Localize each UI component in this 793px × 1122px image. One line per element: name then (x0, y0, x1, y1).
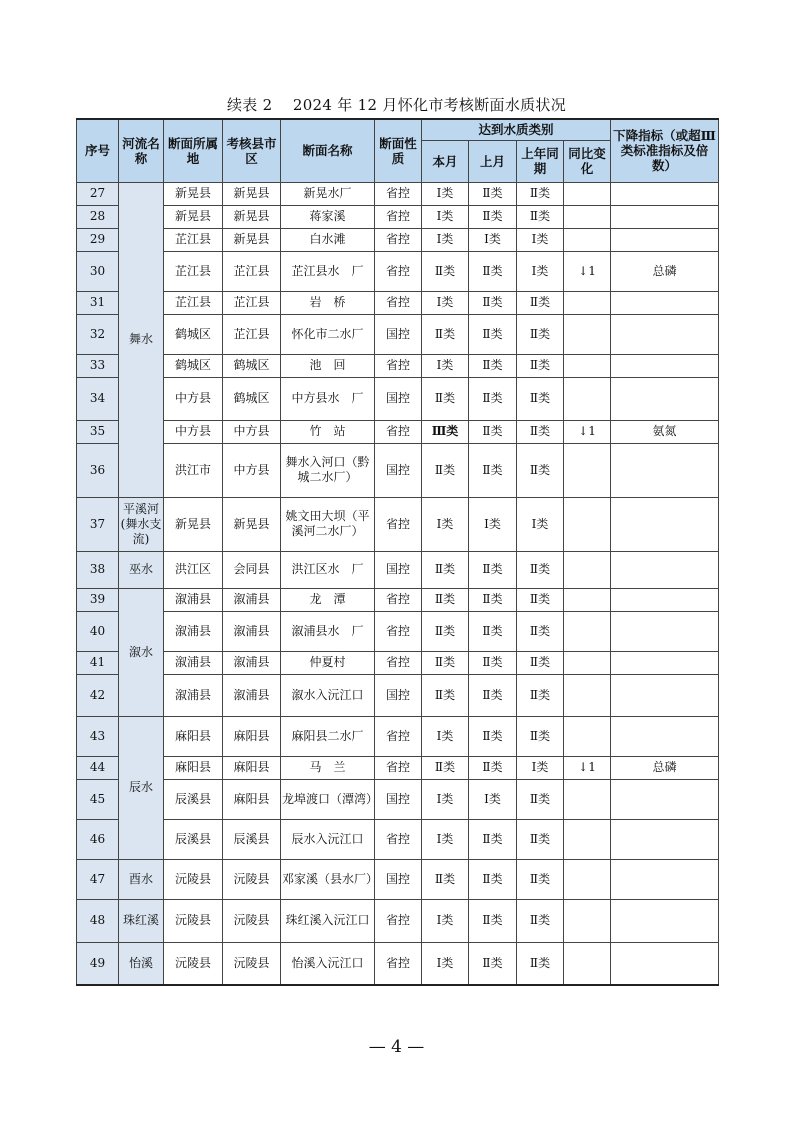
cell-last-month: Ⅱ类 (469, 611, 517, 651)
table-body (77, 182, 719, 985)
cell-seq: 36 (77, 443, 119, 497)
cell-seq: 46 (77, 819, 119, 859)
cell-nature: 国控 (375, 674, 422, 716)
cell-this-month: Ⅰ类 (422, 899, 469, 942)
cell-decline (611, 611, 719, 651)
cell-decline (611, 716, 719, 756)
cell-last-month: Ⅱ类 (469, 756, 517, 779)
cell-seq: 30 (77, 251, 119, 291)
cell-section-name: 马 兰 (281, 756, 375, 779)
cell-county: 溆浦县 (223, 651, 281, 674)
cell-attr: 沅陵县 (164, 942, 223, 985)
cell-county: 中方县 (223, 443, 281, 497)
header-attr: 断面所属地 (164, 119, 223, 182)
cell-attr: 麻阳县 (164, 716, 223, 756)
cell-attr: 沅陵县 (164, 859, 223, 899)
cell-last-year: Ⅱ类 (517, 651, 564, 674)
header-last-month: 上月 (469, 140, 517, 182)
table-row (77, 611, 719, 651)
header-yoy: 同比变化 (564, 140, 611, 182)
cell-section-name: 怡溪入沅江口 (281, 942, 375, 985)
cell-yoy (564, 674, 611, 716)
cell-decline (611, 497, 719, 551)
cell-attr: 新晃县 (164, 205, 223, 228)
cell-seq: 27 (77, 182, 119, 205)
cell-this-month: Ⅰ类 (422, 182, 469, 205)
cell-seq: 40 (77, 611, 119, 651)
cell-seq: 42 (77, 674, 119, 716)
cell-nature: 省控 (375, 611, 422, 651)
cell-decline (611, 819, 719, 859)
cell-attr: 沅陵县 (164, 899, 223, 942)
cell-attr: 辰溪县 (164, 819, 223, 859)
table-row (77, 716, 719, 756)
cell-attr: 鹤城区 (164, 314, 223, 354)
cell-section-name: 龙 潭 (281, 588, 375, 611)
header-seq: 序号 (77, 119, 119, 182)
cell-attr: 芷江县 (164, 291, 223, 314)
cell-river: 溆水 (119, 588, 164, 716)
cell-last-year: Ⅱ类 (517, 420, 564, 443)
cell-this-month: Ⅰ类 (422, 291, 469, 314)
cell-section-name: 中方县水 厂 (281, 377, 375, 420)
cell-attr: 芷江县 (164, 251, 223, 291)
cell-last-year: Ⅱ类 (517, 588, 564, 611)
page-number: — 4 — (368, 1037, 425, 1057)
cell-last-year: Ⅱ类 (517, 354, 564, 377)
cell-county: 芷江县 (223, 251, 281, 291)
cell-last-month: Ⅱ类 (469, 205, 517, 228)
cell-county: 溆浦县 (223, 674, 281, 716)
cell-nature: 国控 (375, 314, 422, 354)
cell-county: 新晃县 (223, 228, 281, 251)
cell-last-year: Ⅱ类 (517, 443, 564, 497)
cell-county: 新晃县 (223, 182, 281, 205)
header-section-name: 断面名称 (281, 119, 375, 182)
cell-last-month: Ⅱ类 (469, 942, 517, 985)
cell-river: 舞水 (119, 182, 164, 497)
table-row (77, 182, 719, 205)
cell-last-year: Ⅱ类 (517, 899, 564, 942)
cell-last-month: Ⅰ类 (469, 228, 517, 251)
cell-yoy (564, 443, 611, 497)
cell-nature: 国控 (375, 779, 422, 819)
header-county: 考核县市区 (223, 119, 281, 182)
cell-decline (611, 377, 719, 420)
cell-section-name: 辰水入沅江口 (281, 819, 375, 859)
cell-last-month: Ⅱ类 (469, 674, 517, 716)
cell-nature: 省控 (375, 182, 422, 205)
cell-attr: 溆浦县 (164, 674, 223, 716)
cell-seq: 35 (77, 420, 119, 443)
table-row (77, 756, 719, 779)
header-quality-group: 达到水质类别 (422, 119, 611, 140)
cell-last-year: Ⅱ类 (517, 551, 564, 588)
cell-county: 芷江县 (223, 291, 281, 314)
cell-attr: 溆浦县 (164, 588, 223, 611)
cell-section-name: 溆浦县水 厂 (281, 611, 375, 651)
cell-decline (611, 443, 719, 497)
header-nature: 断面性质 (375, 119, 422, 182)
cell-last-year: Ⅱ类 (517, 182, 564, 205)
cell-yoy (564, 291, 611, 314)
cell-this-month: Ⅱ类 (422, 314, 469, 354)
cell-section-name: 邓家溪（县水厂） (281, 859, 375, 899)
cell-decline (611, 588, 719, 611)
cell-nature: 省控 (375, 756, 422, 779)
cell-decline (611, 551, 719, 588)
cell-nature: 省控 (375, 251, 422, 291)
cell-section-name: 舞水入河口（黔城二水厂） (281, 443, 375, 497)
cell-last-month: Ⅱ类 (469, 716, 517, 756)
cell-this-month: Ⅰ类 (422, 354, 469, 377)
cell-last-year: Ⅱ类 (517, 674, 564, 716)
table-row (77, 251, 719, 291)
cell-yoy (564, 354, 611, 377)
cell-county: 鹤城区 (223, 354, 281, 377)
cell-this-month: Ⅰ类 (422, 819, 469, 859)
cell-river: 辰水 (119, 716, 164, 859)
cell-yoy (564, 377, 611, 420)
cell-county: 沅陵县 (223, 859, 281, 899)
cell-nature: 省控 (375, 291, 422, 314)
cell-section-name: 岩 桥 (281, 291, 375, 314)
cell-yoy (564, 942, 611, 985)
cell-yoy: ↓1 (564, 251, 611, 291)
cell-last-year: Ⅱ类 (517, 819, 564, 859)
cell-decline (611, 228, 719, 251)
cell-attr: 鹤城区 (164, 354, 223, 377)
cell-nature: 省控 (375, 354, 422, 377)
cell-this-month: Ⅱ类 (422, 859, 469, 899)
cell-nature: 国控 (375, 443, 422, 497)
cell-yoy (564, 716, 611, 756)
cell-nature: 省控 (375, 497, 422, 551)
cell-section-name: 龙埠渡口（潭湾） (281, 779, 375, 819)
cell-nature: 国控 (375, 551, 422, 588)
cell-last-month: Ⅱ类 (469, 819, 517, 859)
cell-last-month: Ⅱ类 (469, 899, 517, 942)
cell-decline (611, 291, 719, 314)
cell-seq: 37 (77, 497, 119, 551)
cell-section-name: 新晃水厂 (281, 182, 375, 205)
cell-yoy (564, 314, 611, 354)
cell-seq: 49 (77, 942, 119, 985)
cell-seq: 32 (77, 314, 119, 354)
cell-yoy (564, 651, 611, 674)
cell-last-month: Ⅱ类 (469, 377, 517, 420)
cell-this-month: Ⅲ类 (422, 420, 469, 443)
cell-last-month: Ⅱ类 (469, 251, 517, 291)
cell-last-month: Ⅱ类 (469, 551, 517, 588)
cell-last-month: Ⅰ类 (469, 497, 517, 551)
cell-county: 辰溪县 (223, 819, 281, 859)
cell-nature: 省控 (375, 899, 422, 942)
cell-this-month: Ⅱ类 (422, 251, 469, 291)
cell-yoy (564, 228, 611, 251)
table-row (77, 899, 719, 942)
cell-last-year: Ⅱ类 (517, 377, 564, 420)
cell-decline (611, 899, 719, 942)
cell-seq: 31 (77, 291, 119, 314)
cell-seq: 44 (77, 756, 119, 779)
cell-last-month: Ⅱ类 (469, 354, 517, 377)
cell-yoy (564, 611, 611, 651)
cell-decline: 氨氮 (611, 420, 719, 443)
cell-decline (611, 314, 719, 354)
cell-last-year: Ⅱ类 (517, 716, 564, 756)
cell-last-year: Ⅰ类 (517, 756, 564, 779)
cell-nature: 省控 (375, 651, 422, 674)
cell-last-year: Ⅰ类 (517, 228, 564, 251)
cell-last-year: Ⅱ类 (517, 205, 564, 228)
cell-county: 麻阳县 (223, 756, 281, 779)
cell-section-name: 姚文田大坝（平溪河二水厂） (281, 497, 375, 551)
cell-this-month: Ⅱ类 (422, 674, 469, 716)
cell-county: 麻阳县 (223, 779, 281, 819)
header-this-month: 本月 (422, 140, 469, 182)
cell-seq: 48 (77, 899, 119, 942)
cell-section-name: 竹 站 (281, 420, 375, 443)
cell-section-name: 池 回 (281, 354, 375, 377)
cell-yoy (564, 182, 611, 205)
table-row (77, 377, 719, 420)
cell-decline (611, 859, 719, 899)
cell-river: 巫水 (119, 551, 164, 588)
cell-seq: 39 (77, 588, 119, 611)
cell-this-month: Ⅱ类 (422, 756, 469, 779)
cell-section-name: 芷江县水 厂 (281, 251, 375, 291)
cell-seq: 28 (77, 205, 119, 228)
cell-section-name: 蒋家溪 (281, 205, 375, 228)
cell-seq: 41 (77, 651, 119, 674)
cell-seq: 45 (77, 779, 119, 819)
cell-yoy (564, 859, 611, 899)
table-title: 续表 2 2024 年 12 月怀化市考核断面水质状况 (226, 96, 567, 114)
cell-decline (611, 354, 719, 377)
cell-this-month: Ⅰ类 (422, 716, 469, 756)
cell-county: 溆浦县 (223, 611, 281, 651)
cell-section-name: 珠红溪入沅江口 (281, 899, 375, 942)
cell-yoy (564, 588, 611, 611)
table-row (77, 651, 719, 674)
cell-this-month: Ⅱ类 (422, 377, 469, 420)
table-row (77, 819, 719, 859)
cell-last-year: Ⅱ类 (517, 942, 564, 985)
cell-yoy (564, 899, 611, 942)
cell-county: 新晃县 (223, 497, 281, 551)
cell-section-name: 溆水入沅江口 (281, 674, 375, 716)
cell-seq: 34 (77, 377, 119, 420)
cell-decline: 总磷 (611, 756, 719, 779)
cell-section-name: 洪江区水 厂 (281, 551, 375, 588)
cell-yoy: ↓1 (564, 756, 611, 779)
cell-seq: 43 (77, 716, 119, 756)
cell-attr: 洪江区 (164, 551, 223, 588)
table-row (77, 942, 719, 985)
cell-county: 溆浦县 (223, 588, 281, 611)
table-row (77, 551, 719, 588)
cell-county: 沅陵县 (223, 942, 281, 985)
cell-attr: 中方县 (164, 377, 223, 420)
cell-section-name: 怀化市二水厂 (281, 314, 375, 354)
cell-last-month: Ⅰ类 (469, 779, 517, 819)
cell-attr: 新晃县 (164, 497, 223, 551)
cell-nature: 省控 (375, 420, 422, 443)
cell-last-year: Ⅱ类 (517, 779, 564, 819)
cell-seq: 29 (77, 228, 119, 251)
cell-nature: 省控 (375, 716, 422, 756)
cell-attr: 新晃县 (164, 182, 223, 205)
cell-yoy (564, 779, 611, 819)
cell-attr: 辰溪县 (164, 779, 223, 819)
cell-this-month: Ⅱ类 (422, 443, 469, 497)
cell-yoy (564, 819, 611, 859)
cell-this-month: Ⅱ类 (422, 651, 469, 674)
cell-last-month: Ⅱ类 (469, 859, 517, 899)
cell-decline (611, 942, 719, 985)
cell-yoy: ↓1 (564, 420, 611, 443)
cell-last-month: Ⅱ类 (469, 588, 517, 611)
table-row (77, 291, 719, 314)
cell-last-year: Ⅱ类 (517, 291, 564, 314)
cell-yoy (564, 205, 611, 228)
cell-nature: 省控 (375, 228, 422, 251)
header-last-year: 上年同期 (517, 140, 564, 182)
cell-county: 新晃县 (223, 205, 281, 228)
water-quality-table (76, 118, 719, 986)
table-row (77, 443, 719, 497)
table-row (77, 497, 719, 551)
cell-yoy (564, 497, 611, 551)
cell-river: 怡溪 (119, 942, 164, 985)
cell-this-month: Ⅱ类 (422, 611, 469, 651)
cell-county: 芷江县 (223, 314, 281, 354)
cell-last-year: Ⅰ类 (517, 497, 564, 551)
cell-this-month: Ⅰ类 (422, 497, 469, 551)
cell-attr: 溆浦县 (164, 611, 223, 651)
cell-nature: 国控 (375, 377, 422, 420)
cell-county: 麻阳县 (223, 716, 281, 756)
cell-attr: 麻阳县 (164, 756, 223, 779)
cell-last-month: Ⅱ类 (469, 314, 517, 354)
cell-decline (611, 205, 719, 228)
table-row (77, 674, 719, 716)
cell-this-month: Ⅰ类 (422, 779, 469, 819)
table-row (77, 314, 719, 354)
cell-nature: 省控 (375, 819, 422, 859)
cell-section-name: 仲夏村 (281, 651, 375, 674)
table-row (77, 420, 719, 443)
table-row (77, 354, 719, 377)
cell-last-month: Ⅱ类 (469, 651, 517, 674)
cell-county: 鹤城区 (223, 377, 281, 420)
table-row (77, 205, 719, 228)
cell-decline (611, 651, 719, 674)
cell-seq: 38 (77, 551, 119, 588)
cell-attr: 洪江市 (164, 443, 223, 497)
cell-attr: 溆浦县 (164, 651, 223, 674)
cell-decline (611, 182, 719, 205)
cell-attr: 中方县 (164, 420, 223, 443)
cell-county: 沅陵县 (223, 899, 281, 942)
cell-this-month: Ⅰ类 (422, 942, 469, 985)
cell-river: 珠红溪 (119, 899, 164, 942)
header-river: 河流名称 (119, 119, 164, 182)
cell-this-month: Ⅱ类 (422, 551, 469, 588)
cell-last-month: Ⅱ类 (469, 182, 517, 205)
table-row (77, 859, 719, 899)
cell-this-month: Ⅱ类 (422, 588, 469, 611)
cell-decline (611, 674, 719, 716)
cell-river: 酉水 (119, 859, 164, 899)
cell-attr: 芷江县 (164, 228, 223, 251)
cell-this-month: Ⅰ类 (422, 205, 469, 228)
cell-seq: 47 (77, 859, 119, 899)
cell-seq: 33 (77, 354, 119, 377)
cell-last-year: Ⅰ类 (517, 251, 564, 291)
table-row (77, 779, 719, 819)
cell-this-month: Ⅰ类 (422, 228, 469, 251)
cell-last-month: Ⅱ类 (469, 443, 517, 497)
cell-decline (611, 779, 719, 819)
cell-last-year: Ⅱ类 (517, 859, 564, 899)
table-row (77, 228, 719, 251)
cell-last-year: Ⅱ类 (517, 314, 564, 354)
cell-last-year: Ⅱ类 (517, 611, 564, 651)
cell-section-name: 白水滩 (281, 228, 375, 251)
cell-nature: 国控 (375, 859, 422, 899)
cell-nature: 省控 (375, 205, 422, 228)
cell-yoy (564, 551, 611, 588)
cell-nature: 省控 (375, 588, 422, 611)
cell-decline: 总磷 (611, 251, 719, 291)
cell-last-month: Ⅱ类 (469, 420, 517, 443)
header-decline: 下降指标（或超Ⅲ类标准指标及倍数） (611, 119, 719, 182)
cell-county: 中方县 (223, 420, 281, 443)
cell-river: 平溪河(舞水支流) (119, 497, 164, 551)
table-row (77, 588, 719, 611)
cell-last-month: Ⅱ类 (469, 291, 517, 314)
cell-section-name: 麻阳县二水厂 (281, 716, 375, 756)
cell-county: 会同县 (223, 551, 281, 588)
cell-nature: 省控 (375, 942, 422, 985)
